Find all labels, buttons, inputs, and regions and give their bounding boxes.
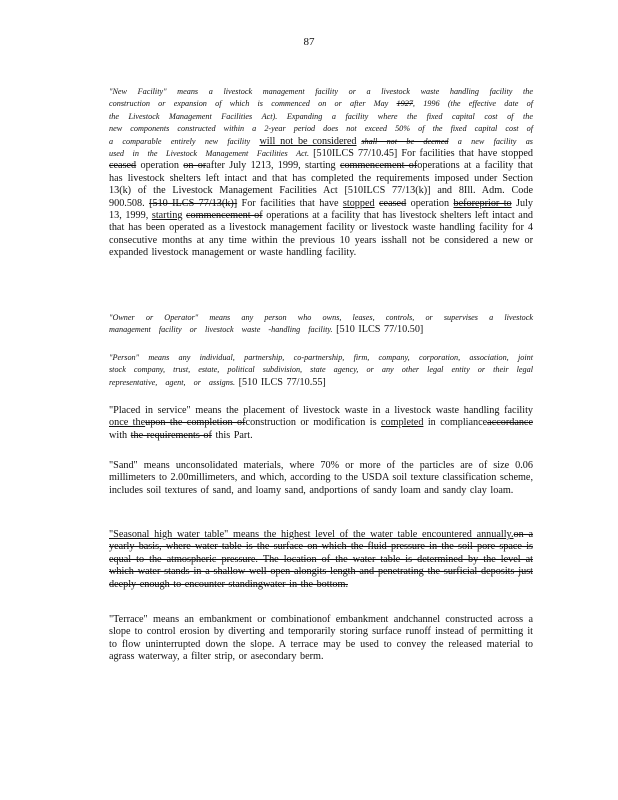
text-segment: in compliance: [423, 417, 488, 429]
text-segment: on or: [183, 160, 207, 172]
text-segment: "Seasonal high water table" means the highest level of the water table encountered annually.: [109, 529, 514, 540]
text-segment: upon the completion of: [145, 417, 246, 429]
text-segment: [510 ILCS 77/13(k)]: [149, 197, 238, 209]
text-segment: once the: [109, 417, 146, 429]
definition-sand: [109, 460, 533, 497]
text-segment: this Part.: [211, 429, 253, 441]
text-segment: , 1996 (the effective date of the Livestock Management Facilities Act). Expanding a facility where the fixed capital cost of the new components constructed within a 2-year period does not exceed 50% of the fixed capital cost of a comparable entirely new facility: [109, 99, 533, 146]
text-segment: "Sand" means unconsolidated materials, where 70% or more of the particles are of size 0.06 millimeters to 2.00millimeters, and which, according to the USDA soil texture classification scheme, includes soil textures of sand, and loamy sand, andportions of sandy loam and sandy clay loam.: [109, 460, 533, 496]
text-segment: 1927: [396, 99, 413, 109]
text-segment: [510 ILCS 77/10.50]: [332, 324, 424, 336]
text-segment: For facilities that have: [237, 197, 343, 209]
definition-terrace: [109, 614, 533, 664]
text-segment: operation: [406, 197, 454, 209]
text-segment: "Person" means any individual, partnership, co-partnership, firm, company, corporation, association, joint stock company, trust, estate, political subdivision, state agency, or any other legal entity or their legal representative, agent, or assigns.: [109, 353, 533, 387]
text-segment: will not be considered: [259, 135, 357, 147]
text-segment: completed: [380, 417, 424, 429]
page-number: 87: [303, 36, 315, 48]
text-segment: with: [109, 429, 131, 441]
text-segment: operation: [136, 160, 184, 172]
text-segment: ceased: [379, 197, 407, 209]
text-segment: beforeprior to: [453, 197, 512, 209]
text-segment: operations at a facility that has livestock shelters left intact and that has been operated as a livestock management facility or livestock waste handling facility for 4 consecutive months at any time within the previous 10 years isshall not be considered a new or expanded livestock management or waste handling facility.: [109, 210, 534, 259]
text-segment: "Placed in service" means the placement of livestock waste in a livestock waste handling facility: [109, 405, 533, 416]
definition-placed-in-service: [109, 405, 533, 442]
definition-seasonal-high-water-table: [109, 529, 533, 591]
definition-new-facility: [109, 86, 533, 260]
text-segment: operations at a facility that has livestock shelters left intact and that has completed the requirements imposed under Section 13(k) of the Livestock Management Facilities Act [510ILCS 77/13(k)] and 8Ill. Adm. Code 900.508.: [109, 160, 533, 209]
text-segment: accordance: [487, 417, 533, 429]
text-segment: July 13, 1999,: [109, 197, 534, 222]
text-segment: "New Facility" means a livestock management facility or a livestock waste handling facility the construction or expansion of which is commenced on or after May: [109, 87, 533, 109]
text-segment: ceased: [109, 160, 137, 172]
text-segment: commencement of: [186, 210, 263, 222]
text-segment: a new facility as used in the Livestock Management Facilities Act.: [109, 136, 533, 159]
text-segment: on a yearly basis, where water table is the surface on which the fluid pressure in the soil pore space is equal to the atmospheric pressure. The location of the water table is determined by the level at which water stands in a shallow well open alongits length and penetrating the surficial deposits just deeply enough to encounter standingwater in the bottom.: [109, 529, 534, 590]
text-segment: construction or modification is: [245, 417, 381, 429]
definition-owner-or-operator: [109, 312, 533, 337]
text-segment: [510 ILCS 77/10.55]: [235, 376, 326, 388]
text-segment: stopped: [342, 197, 375, 209]
text-segment: the requirements of: [130, 429, 212, 441]
text-segment: "Owner or Operator" means any person who owns, leases, controls, or supervises a livestock management facility or livestock waste -handling facility.: [109, 313, 533, 335]
text-segment: [510ILCS 77/10.45] For facilities that have stopped: [309, 148, 533, 160]
text-segment: starting: [151, 210, 183, 222]
text-segment: after July 1213, 1999, starting: [206, 160, 340, 172]
definition-person: [109, 352, 533, 389]
text-segment: commencement of: [339, 160, 418, 172]
text-segment: "Terrace" means an embankment or combinationof embankment andchannel constructed across a slope to control erosion by diverting and temporarily storing surface runoff instead of permitting it to flow uninterrupted down the slope. A terrace may be used to convey the released material to agrass waterway, a filter strip, or asecondary berm.: [109, 614, 533, 663]
text-segment: shall not be deemed: [361, 136, 449, 146]
